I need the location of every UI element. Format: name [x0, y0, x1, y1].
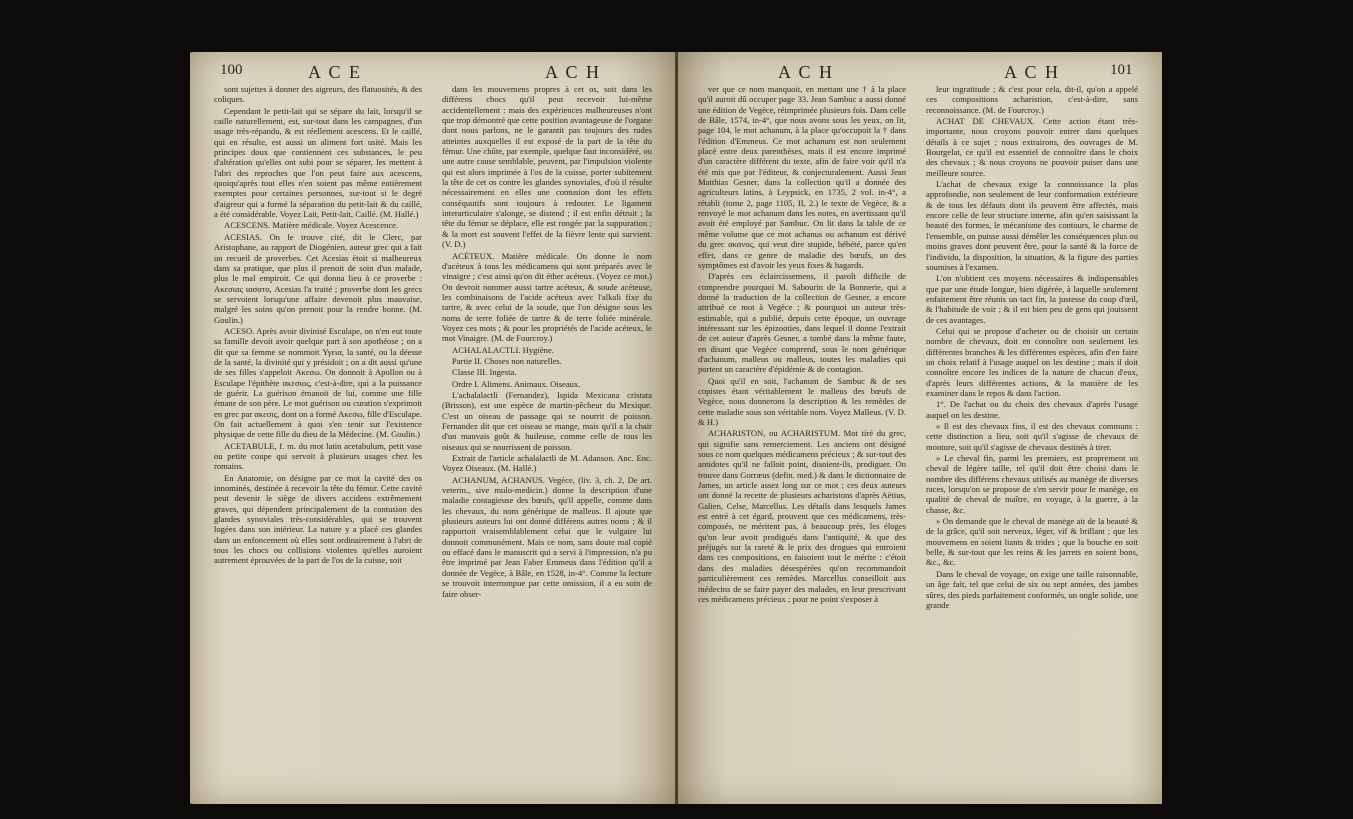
paragraph: ver que ce nom manquoit, en mettant une † à la place qu'il auroit dû occuper page 33. Jean Sambuc a aussi donné une édition de Vegèce, réimprimée plusieurs fois. Dans celle de Bâle, 1574, in-4°, que nous avons sous les yeux, on lit, page 104, le mot achanum, à la place qu'occupoit la † dans l'édition d'Emmeus. Ce mot achanum est non seulement placé entre deux parenthèses, mais il est encore imprimé d'un caractère différent du texte, afin de faire voir qu'il n'a été mis que par l'éditeur, & conjecturalement. Aussi Jean Matthias Gesner, dans la collection qu'il a donnée des agriculteurs latins, à Leypsick, en 1735, 2 vol. in-4°, a rétabli (tome 2, page 1105, II, 2.) le texte de Vegèce, & a renvoyé le mot achanum dans les notes, en avertissant qu'il avoit été employé par Sambuc. On lit dans la table de ce même volume que ce mot achanus ou achanum est dérivé du grec ακανος, qui veut dire stupide, hébété, parce qu'en effet, dans ce genre de maladie des bœufs, un des symptômes est d'avoir les yeux fixes & hagards.	[698, 84, 906, 270]
right-page	[678, 52, 1162, 804]
text-column-1	[698, 84, 906, 792]
right-page-header	[678, 62, 1162, 84]
paragraph: ACHANUM, ACHANUS. Vegèce, (liv. 3, ch. 2, De art. veterin., sive mulo-medicin.) donne la description d'une maladie contagieuse des bœufs, qu'il appelle, comme dans les chevaux, du nom générique de malleus. Il ajoute que plusieurs auteurs lui ont donné différens autres noms ; & il rapportoit vraisemblablement celui que le vulgaire lui donnoit communément. Mais ce nom, sans doute mal copié ou effacé dans le manuscrit qui a servi à l'impression, n'a pu être imprimé par Jean Faber Emmeus dans l'édition qu'il a donnée de Vegèce, à Bâle, en 1528, in-4°. Comme la lecture se trouvoit interrompue par cette omission, il a eu soin de faire obser-	[442, 474, 652, 599]
paragraph: ACETABULE, f. m. du mot latin acetabulum, petit vase ou petite coupe qui servoit à plusieurs usages chez les romains.	[214, 440, 422, 472]
paragraph: L'on n'obtient ces moyens nécessaires & indispensables que par une étude longue, bien digérée, à laquelle seulement enfaitement être réunis un tact fin, la justesse du coup d'œil, & l'habitude de voir ; & il est bien peu de gens qui jouissent de ces avantages.	[926, 273, 1138, 325]
left-page-header	[190, 62, 675, 84]
running-head: A C H	[1004, 62, 1061, 82]
paragraph: ACHARISTON, ou ACHARISTUM. Mot tiré du grec, qui signifie sans remerciement. Les anciens ont désigné sous ce nom quelques médicamens précieux ; & sur-tout des antidotes qu'il ne falloit point, disoient-ils, prodiguer. On trouve dans Gorræus (defin. med.) & dans le dictionnaire de James, un article assez long sur ce mot ; ces deux auteurs ont donné la recette de plusieurs acharistons d'après Aëtius, Galien, Celse, Marcellus. Les détails dans lesquels James est entré à cet égard, prouvent que ces médicamens, très-composés, ne méritent pas, à beaucoup près, les éloges qu'on leur avoit prodigués dans l'antiquité, & que des préjugés sur la rareté & le prix des drogues qui entroient dans ces compositions, en faisoient tout le mérite : c'étoit dans des maladies désespérées qu'on recommandoit particulièrement ces remèdes. Marcellus conseilloit aux médecins de se faire payer des malades, en leur prescrivant ces médicamens précieux ; pour ne point s'exposer à	[698, 428, 906, 604]
paragraph: ACESIAS. On le trouve cité, dit le Clerc, par Aristophane, au rapport de Diogénien, auteur grec qui a fait un recueil de proverbes. Cet Acesias étoit si malheureux dans sa pratique, que plus il prenoit de soin d'un malade, plus le mal empiroit. Ce qui donna lieu à ce proverbe : Ακεσιας ιασατο, Acesias l'a traité ; proverbe dont les grecs se servoient lorsqu'une affaire devenoit plus mauvaise, malgré les soins qu'on prenoit pour la rendre bonne. (M. Goulin.)	[214, 231, 422, 325]
paragraph: ACESCENS. Matière médicale. Voyez Acescence.	[224, 220, 399, 231]
paragraph: L'achat de chevaux exige la connoissance la plus approfondie, non seulement de leur conformation extérieure & de tous les défauts dont ils peuvent être affectés, mais encore celle de leur structure interne, afin qu'en saisissant la beauté des formes, le mécanisme des contours, le charme de l'ensemble, on puisse aussi démêler les conséquences plus ou moins graves dont peuvent être, pour la santé & la force de l'individu, la disposition, la situation, & la figure des parties soumises à l'examen.	[926, 179, 1138, 272]
paragraph: Partie II. Choses non naturelles.	[452, 355, 562, 366]
paragraph: 1°. De l'achat ou du choix des chevaux d'après l'usage auquel on les destine.	[926, 399, 1138, 420]
paragraph: Quoi qu'il en soit, l'achanum de Sambuc & de ses copistes étant véritablement le malleus des bœufs de Vegèce, nous donnerons la description & les remèdes de cette maladie sous son véritable nom. Voyez Malleus. (V. D. & H.)	[698, 375, 906, 427]
paragraph: » Le cheval fin, parmi les premiers, est proprement un cheval de légère taille, tel qu'il doit être choisi dans le nombre des différens chevaux utilisés au manège de diverses races, lorsqu'on se propose de s'en servir pour le manège, en qualité de cheval de maître, en voyage, à la guerre, à la chasse, &c.	[926, 453, 1138, 515]
paragraph: ACHALALACTLI. Hygiène.	[452, 344, 554, 355]
paragraph: Extrait de l'article achalalactli de M. Adanson. Anc. Enc. Voyez Oiseaux. (M. Hallé.)	[442, 453, 652, 474]
page-number: 100	[220, 62, 243, 78]
paragraph: En Anatomie, on désigne par ce mot la cavité des os innominés, destinée à recevoir la tête du fémur. Cette cavité peut devenir le siège de divers accidens extrêmement graves, qui dépendent principalement de la contusion des glandes synoviales très-considérables, qui se trouvent logées dans son intérieur. La nature y a placé ces glandes dans un enfoncement où elles sont ordinairement à l'abri de tous les chocs ou collisions violentes qu'elles auroient autrement éprouvées de la part de l'os de la cuisse, soit	[214, 472, 422, 566]
text-column-2	[442, 84, 652, 792]
running-head-secondary: A C H	[545, 62, 602, 82]
paragraph: sont sujettes à donner des aigreurs, des flatuosités, & des coliques.	[214, 84, 422, 105]
paragraph: « Il est des chevaux fins, il est des chevaux communs : cette distinction a lieu, soit qu'il s'agisse de chevaux de monture, soit qu'il s'agisse de chevaux destinés à tirer.	[926, 421, 1138, 452]
running-head: A C E	[308, 62, 363, 82]
paragraph: dans les mouvemens propres à cet os, soit dans les différens chocs qu'il peut recevoir lui-même accidentellement : mais des expériences malheureuses n'ont que trop démontré que cette position avantageuse de l'organe dont nous parlons, ne le garantit pas toujours des rudes atteintes auxquelles il est exposé de la part de la tête du fémur. Une chûte, par exemple, quelque faut inconsidéré, ou une autre cause semblable, peuvent, par l'impulsion violente qui est alors imprimée à l'os de la cuisse, porter subitement la tête de cet os contre les glandes synoviales, d'où il résulte nécessairement en elles une contusion dont les effets conséquutifs sont toujours à redouter. Le ligament interarticulaire s'alonge, se distend ; il est enfin détruit ; la tête du fémur se déplace, elle est rongée par la suppuration ; & la mort est souvent l'effet de la fièvre lente qui survient. (V. D.)	[442, 84, 652, 250]
paragraph: ACESO. Après avoir divinisé Esculape, on n'en eut toute sa famille devoit avoir quelque part à son apothéose ; on a dit que sa femme se nommoit Υγεια, la santé, ou la déesse de la santé, la divinité qui y présidoit ; on a dit aussi qu'une de ses filles s'appeloit Ακεσω. On donnoit à Apollon ou à Esculape l'épithète ακεσιος, c'est-à-dire, qui a la puissance de guérir. La guérison émanoit de lui, comme une fille émane de son père. Le mot guérison ou curation s'exprimoit en grec par ακεσις, dont on a formé Ακεσω, fille d'Esculape. On fait actuellement à quoi s'en tenir sur l'existence physique de cette fille du dieu de la Médecine. (M. Goulin.)	[214, 325, 422, 440]
paragraph: Dans le cheval de voyage, on exige une taille raisonnable, un âge fait, tel que celui de six ou sept années, des jambes sûres, des pieds parfaitement conformés, un ongle solide, une grande	[926, 568, 1138, 610]
paragraph: Cependant le petit-lait qui se sépare du lait, lorsqu'il se caille naturellement, est, sur-tout dans les campagnes, d'un usage très-répandu, & est réellement acescens. Et le caillé, qui en résulte, est aussi un aliment fort usité. Mais les principes doux que contiennent ces substances, le peu d'altération qu'elles ont subi pour se séparer, les mettent à l'abri des reproches que l'on peut faire aux acescens, quoiqu'après tout elles n'en soient pas même entièrement exemptes pour certaines personnes, sur-tout si le degré d'aigreur qui a formé la séparation du petit-lait & du caillé, a été considérable. Voyez Lait, Petit-lait, Caillé. (M. Hallé.)	[214, 105, 422, 220]
paragraph: Celui qui se propose d'acheter ou de choisir un certain nombre de chevaux, doit en connoître non seulement les différentes branches & les différentes espèces, afin d'en faire un choix relatif à l'usage auquel on les destine ; mais il doit connoître encore les indices de la nature de chacun d'eux, d'après leurs différentes actions, & la manière de les examiner dans le repos & dans l'action.	[926, 325, 1138, 398]
paragraph: ACÉTEUX. Matière médicale. On donne le nom d'acéteux à tous les médicamens qui sont préparés avec le vinaigre ; c'est ainsi qu'on dit éther acéteux. (Voyez ce mot.) On devroit nommer aussi tartre acéteux, & soude acéteuse, les combinaisons de l'acide acéteux avec l'alkali fixe du tartre, & avec celui de la soude, que l'on désigne sous les noms de terre foliée de tartre & de terre foliée minérale. Voyez ces mots ; & pour les propriétés de l'acide acéteux, le mot Vinaigre. (M. de Fourcroy.)	[442, 250, 652, 344]
paragraph: Classe III. Ingesta.	[452, 367, 517, 378]
running-head-secondary: A C H	[778, 62, 835, 82]
left-page	[190, 52, 675, 804]
text-column-1	[214, 84, 422, 792]
paragraph: Ordre I. Alimens. Animaux. Oiseaux.	[452, 378, 581, 389]
page-number: 101	[1110, 62, 1133, 78]
paragraph: » On demande que le cheval de manège ait de la beauté & de la grâce, qu'il soit nerveux, léger, vif & brillant ; que les mouvemens en soient liants & trides ; que la bouche en soit belle, & sur-tout que les reins & les jarrets en soient bons, &c., &c.	[926, 516, 1138, 568]
paragraph: ACHAT DE CHEVAUX. Cette action étant très-importante, nous croyons pouvoir entrer dans quelques détails à ce sujet ; nous extrairons, des ouvrages de M. Bourgelat, ce qu'il est essentiel de connoître dans le choix des chevaux ; & nous croyons ne pouvoir puiser dans une meilleure source.	[926, 116, 1138, 178]
text-column-2	[926, 84, 1138, 792]
paragraph: leur ingratitude ; & c'est pour cela, dit-il, qu'on a appelé ces compositions acharistion, c'est-à-dire, sans reconnoissance. (M. de Fourcroy.)	[926, 84, 1138, 115]
paragraph: L'achalalactli (Fernandez), Ispida Mexicana cristata (Brisson), est une espèce de martin-pêcheur du Mexique. C'est un oiseau de passage qui se nourrit de poisson. Fernandez dit que cet oiseau se mange, mais qu'il a la chair d'un mauvais goût & huileuse, comme celle de tous les oiseaux qui se nourrissent de poisson.	[442, 389, 652, 452]
paragraph: D'après ces éclaircissemens, il paroît difficile de comprendre pourquoi M. Sabourin de la Bonnerie, qui a donné la traduction de la collection de Gesner, a encore attribué ce mot à Vegèce ; & pourquoi un auteur très-estimable, qui a publié, depuis cette époque, un ouvrage intéressant sur les épizooties, dans lequel il donne l'extrait de cet auteur d'après Gesner, a tombé dans la même faute, en disant que Vegèce comprend, sous le nom générique d'achanum, malleus ou malleus, toutes les maladies qui portent un caractère d'épidémie & de contagion.	[698, 271, 906, 375]
